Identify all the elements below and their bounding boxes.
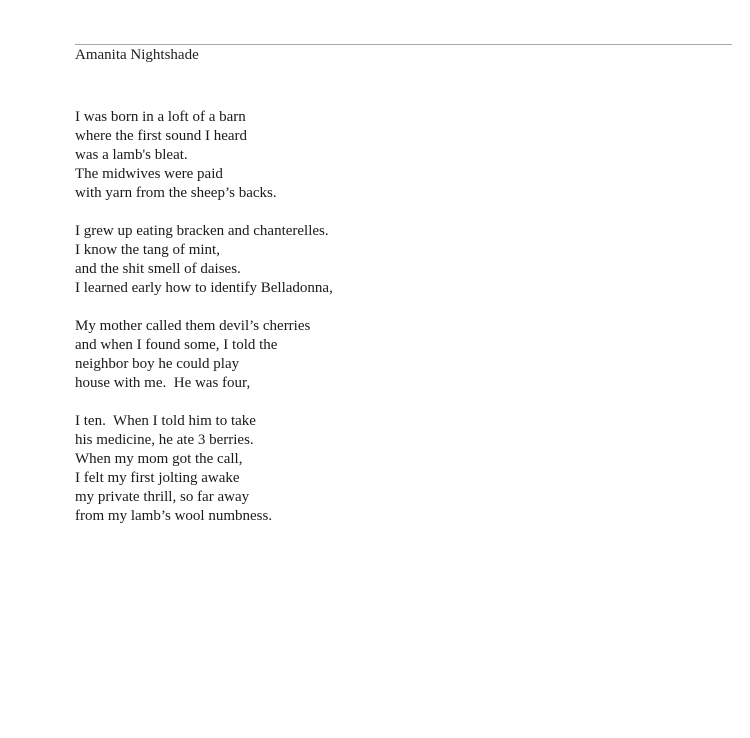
poem-line: The midwives were paid	[75, 166, 223, 182]
poem-line: neighbor boy he could play	[75, 356, 240, 372]
poem-line: My mother called them devil’s cherries	[75, 318, 311, 334]
poem-line: I felt my first jolting awake	[75, 470, 240, 486]
poem-line: When my mom got the call,	[75, 451, 243, 467]
poem-line: house with me. He was four,	[75, 375, 251, 391]
poem-line: I learned early how to identify Belladonna,	[75, 280, 333, 296]
author-name: Amanita Nightshade	[75, 47, 199, 63]
poem-line: and the shit smell of daises.	[75, 261, 241, 277]
header-rule	[75, 44, 732, 45]
poem-line: where the first sound I heard	[75, 128, 248, 144]
stanza-1	[75, 108, 333, 203]
stanza-4	[75, 412, 333, 526]
poem-line: was a lamb's bleat.	[75, 147, 188, 163]
poem-line: my private thrill, so far away	[75, 489, 250, 505]
poem-line: I was born in a loft of a barn	[75, 109, 246, 125]
poem-line: and when I found some, I told the	[75, 337, 278, 353]
poem-line: with yarn from the sheep’s backs.	[75, 185, 277, 201]
poem-line: his medicine, he ate 3 berries.	[75, 432, 254, 448]
stanza-2	[75, 222, 333, 298]
poem-body	[75, 108, 333, 545]
poem-line: from my lamb’s wool numbness.	[75, 508, 273, 524]
stanza-3	[75, 317, 333, 393]
poem-line: I know the tang of mint,	[75, 242, 220, 258]
poem-line: I grew up eating bracken and chanterelles.	[75, 223, 329, 239]
poem-line: I ten. When I told him to take	[75, 413, 256, 429]
